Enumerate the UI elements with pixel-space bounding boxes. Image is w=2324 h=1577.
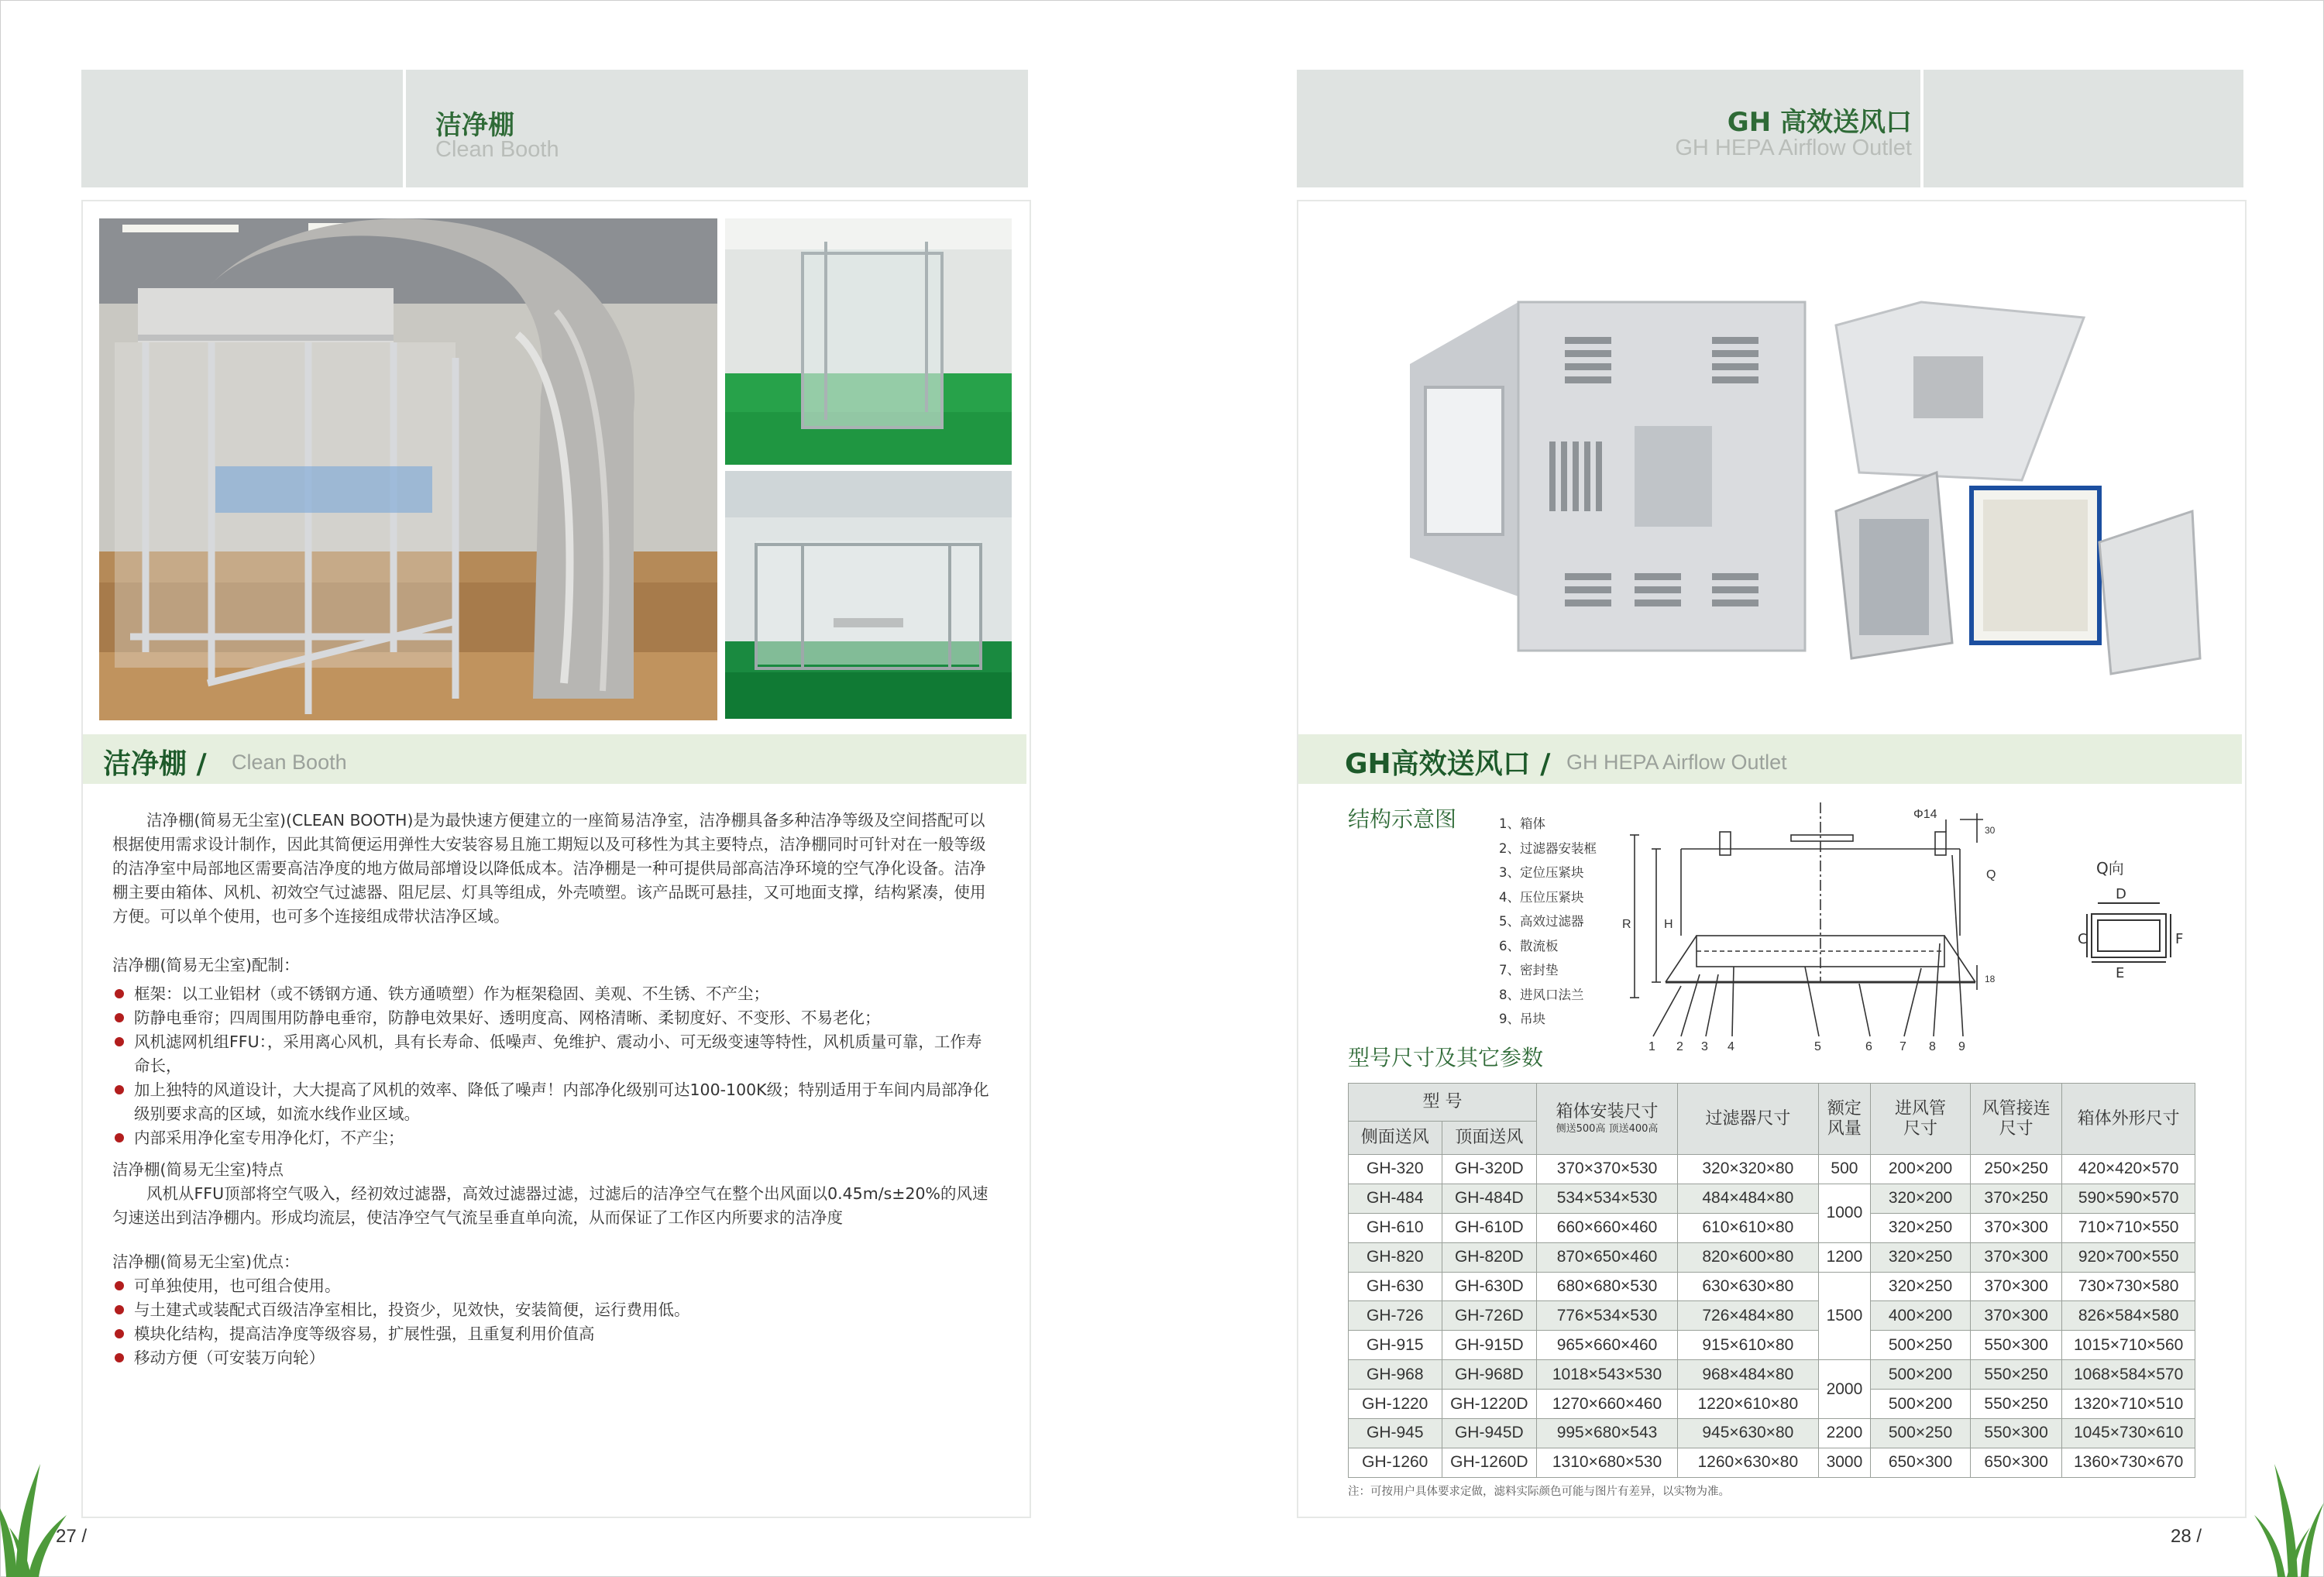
table-cell: 710×710×550: [2062, 1213, 2195, 1242]
table-cell: 250×250: [1970, 1155, 2061, 1184]
diagram-title: 结构示意图: [1348, 806, 1457, 832]
table-cell: 500×250: [1871, 1419, 1971, 1448]
diagram-label: Q: [1986, 868, 1996, 881]
list-item: 内部采用净化室专用净化灯，不产尘；: [112, 1126, 995, 1150]
legend-item: 4、压位压紧块: [1499, 889, 1584, 905]
table-cell: GH-320: [1349, 1155, 1442, 1184]
table-header: 顶面送风: [1442, 1122, 1537, 1155]
parts-legend: [1499, 812, 1597, 1032]
feature-paragraph: 风机从FFU顶部将空气吸入，经初效过滤器，高效过滤器过滤，过滤后的洁净空气在整个出风面以0.45m/s±20%的风速匀速送出到洁净棚内。形成均流层，使洁净空气气流呈垂直单向流，从而保证了工作区内所要求的洁净度: [112, 1184, 988, 1227]
table-header: 侧面送风: [1349, 1122, 1442, 1155]
left-section-bar: [83, 734, 1026, 784]
advantages-list: [112, 1274, 995, 1370]
feature-title: 洁净棚(简易无尘室)特点: [112, 1160, 284, 1179]
table-cell: 826×584×580: [2062, 1301, 2195, 1331]
table-header: 箱体安装尺寸 侧送500高 顶送400高: [1537, 1084, 1678, 1155]
table-cell: GH-820D: [1442, 1242, 1537, 1272]
diagram-callout: 8: [1929, 1040, 1936, 1053]
intro-paragraph: 洁净棚(简易无尘室)(CLEAN BOOTH)是为最快速方便建立的一座简易洁净室，洁净棚具备多种洁净等级及空间搭配可以根据使用需求设计制作，因此其简便运用弹性大安装容易且施工期短以及可移性为其主要特点，洁净棚同时可针对在一般等级的洁净室中局部地区需要高洁净度的地方做局部增设以降低成本。洁净棚是一种可提供局部高洁净环境的空气净化设备。洁净棚主要由箱体、风机、初效空气过滤器、阻尼层、灯具等组成，外壳喷塑。该产品既可悬挂，又可地面支撑，结构紧凑，使用方便。可以单个使用，也可多个连接组成带状洁净区域。: [112, 811, 986, 926]
table-cell: GH-726D: [1442, 1301, 1537, 1331]
table-cell: GH-945: [1349, 1419, 1442, 1448]
table-cell: 726×484×80: [1677, 1301, 1818, 1331]
table-cell: 320×200: [1871, 1184, 1971, 1213]
legend-item: 8、进风口法兰: [1499, 987, 1584, 1002]
table-cell: GH-1260: [1349, 1448, 1442, 1477]
table-cell: GH-484D: [1442, 1184, 1537, 1213]
legend-item: 3、定位压紧块: [1499, 865, 1584, 880]
table-cell: 776×534×530: [1537, 1301, 1678, 1331]
list-item: 移动方便（可安装万向轮）: [112, 1346, 995, 1370]
table-cell: 680×680×530: [1537, 1272, 1678, 1301]
structure-diagram: [1619, 788, 2037, 1060]
table-cell: 500×200: [1871, 1360, 1971, 1390]
bullet-icon: [115, 1353, 124, 1362]
table-cell: 550×300: [1970, 1331, 2061, 1360]
bullet-icon: [115, 1281, 124, 1290]
table-cell: GH-968D: [1442, 1360, 1537, 1390]
bullet-icon: [115, 1013, 124, 1022]
table-cell: 1360×730×670: [2062, 1448, 2195, 1477]
table-cell: 630×630×80: [1677, 1272, 1818, 1301]
table-cell: 820×600×80: [1677, 1242, 1818, 1272]
table-row: [1349, 1448, 2195, 1477]
legend-item: 6、散流板: [1499, 938, 1559, 953]
right-header-title: GH 高效送风口: [1727, 107, 1912, 138]
table-cell: GH-726: [1349, 1301, 1442, 1331]
table-cell: GH-915D: [1442, 1331, 1537, 1360]
diagram-label: 18: [1985, 974, 1996, 984]
table-cell: 400×200: [1871, 1301, 1971, 1331]
clean-booth-main-photo: [99, 218, 717, 720]
clean-booth-room-photo: [725, 471, 1012, 719]
grass-decoration-right: [2254, 1456, 2324, 1577]
table-header: 进风管尺寸: [1871, 1084, 1971, 1155]
left-header-title: 洁净棚: [435, 110, 514, 141]
table-cell: 650×300: [1970, 1448, 2061, 1477]
table-cell: GH-968: [1349, 1360, 1442, 1390]
list-item: 与土建式或装配式百级洁净室相比，投资少，见效快，安装简便，运行费用低。: [112, 1298, 995, 1322]
diagram-label: D: [2116, 886, 2126, 902]
table-cell: 320×250: [1871, 1213, 1971, 1242]
table-row: [1349, 1360, 2195, 1390]
table-header: 型 号: [1349, 1084, 1537, 1122]
table-cell: 920×700×550: [2062, 1242, 2195, 1272]
legend-item: 5、高效过滤器: [1499, 914, 1584, 929]
table-row: [1349, 1155, 2195, 1184]
right-section-bar: [1298, 734, 2242, 784]
table-cell: 945×630×80: [1677, 1419, 1818, 1448]
right-section-title-en: GH HEPA Airflow Outlet: [1566, 751, 1787, 774]
table-cell: 500×200: [1871, 1390, 1971, 1419]
table-row: [1349, 1184, 2195, 1213]
diagram-callout: 2: [1676, 1040, 1683, 1053]
legend-item: 9、吊块: [1499, 1012, 1545, 1026]
table-cell: 1045×730×610: [2062, 1419, 2195, 1448]
spec-table: [1348, 1083, 2195, 1478]
table-cell: 590×590×570: [2062, 1184, 2195, 1213]
left-page-number: 27 /: [56, 1526, 88, 1547]
table-cell: 370×300: [1970, 1272, 2061, 1301]
diagram-label: C: [2078, 931, 2088, 947]
config-list: [112, 982, 995, 1150]
table-header: 风管接连尺寸: [1970, 1084, 2061, 1155]
right-header-subtitle: GH HEPA Airflow Outlet: [1675, 136, 1912, 160]
legend-item: 1、箱体: [1499, 816, 1545, 831]
table-cell: 1310×680×530: [1537, 1448, 1678, 1477]
table-cell: 370×250: [1970, 1184, 2061, 1213]
table-row: [1349, 1213, 2195, 1242]
params-title: 型号尺寸及其它参数: [1348, 1045, 1544, 1070]
table-cell: 650×300: [1871, 1448, 1971, 1477]
table-cell: 484×484×80: [1677, 1184, 1818, 1213]
diagram-callout: 4: [1728, 1040, 1734, 1053]
rated-flow-cell: 3000: [1818, 1448, 1870, 1477]
table-cell: 1320×710×510: [2062, 1390, 2195, 1419]
table-cell: GH-1260D: [1442, 1448, 1537, 1477]
diagram-label: 30: [1985, 825, 1996, 836]
table-cell: GH-1220: [1349, 1390, 1442, 1419]
diagram-label: R: [1622, 918, 1631, 931]
config-title: 洁净棚(简易无尘室)配制：: [112, 956, 300, 974]
table-cell: 610×610×80: [1677, 1213, 1818, 1242]
rated-flow-cell: 2000: [1818, 1360, 1870, 1419]
table-cell: 370×300: [1970, 1213, 2061, 1242]
table-header: 额定风量: [1818, 1084, 1870, 1155]
table-cell: 1220×610×80: [1677, 1390, 1818, 1419]
table-cell: 550×300: [1970, 1419, 2061, 1448]
table-cell: GH-945D: [1442, 1419, 1537, 1448]
table-cell: GH-610: [1349, 1213, 1442, 1242]
table-cell: 320×250: [1871, 1242, 1971, 1272]
diagram-label: Φ14: [1913, 808, 1937, 821]
table-cell: GH-1220D: [1442, 1390, 1537, 1419]
list-item: 模块化结构，提高洁净度等级容易，扩展性强，且重复利用价值高: [112, 1322, 995, 1346]
table-cell: 550×250: [1970, 1390, 2061, 1419]
right-page-number: 28 /: [2171, 1526, 2202, 1547]
table-cell: 320×320×80: [1677, 1155, 1818, 1184]
table-header: 箱体外形尺寸: [2062, 1084, 2195, 1155]
table-cell: 965×660×460: [1537, 1331, 1678, 1360]
table-row: [1349, 1242, 2195, 1272]
table-cell: 915×610×80: [1677, 1331, 1818, 1360]
legend-item: 7、密封垫: [1499, 963, 1559, 977]
list-item: 框架：以工业铝材（或不锈钢方通、铁方通喷塑）作为框架稳固、美观、不生锈、不产尘；: [112, 982, 995, 1006]
table-cell: 1270×660×460: [1537, 1390, 1678, 1419]
table-header: 过滤器尺寸: [1677, 1084, 1818, 1155]
table-cell: 660×660×460: [1537, 1213, 1678, 1242]
left-body-text: [112, 809, 995, 1370]
table-cell: 1260×630×80: [1677, 1448, 1818, 1477]
bullet-icon: [115, 1037, 124, 1046]
table-cell: 1015×710×560: [2062, 1331, 2195, 1360]
table-cell: 1068×584×570: [2062, 1360, 2195, 1390]
right-section-title-cn: GH高效送风口 /: [1345, 748, 1551, 780]
table-cell: 730×730×580: [2062, 1272, 2195, 1301]
bullet-icon: [115, 989, 124, 998]
bullet-icon: [115, 1305, 124, 1314]
table-cell: 200×200: [1871, 1155, 1971, 1184]
list-item: 防静电垂帘；四周围用防静电垂帘，防静电效果好、透明度高、网格清晰、柔韧度好、不变形、不易老化；: [112, 1006, 995, 1030]
table-cell: GH-610D: [1442, 1213, 1537, 1242]
table-cell: GH-820: [1349, 1242, 1442, 1272]
bullet-icon: [115, 1085, 124, 1094]
diagram-label: Q向: [2096, 859, 2124, 878]
diagram-callout: 5: [1814, 1040, 1821, 1053]
diagram-label: H: [1664, 918, 1673, 931]
table-note: 注：可按用户具体要求定做，滤料实际颜色可能与图片有差异，以实物为准。: [1348, 1486, 1730, 1498]
table-cell: GH-915: [1349, 1331, 1442, 1360]
list-item: 风机滤网机组FFU：，采用离心风机，具有长寿命、低噪声、免维护、震动小、可无级变速等特性，风机质量可靠，工作寿命长，: [112, 1030, 995, 1078]
rated-flow-cell: 1500: [1818, 1272, 1870, 1360]
table-cell: 995×680×543: [1537, 1419, 1678, 1448]
diagram-callout: 6: [1865, 1040, 1872, 1053]
table-cell: 370×370×530: [1537, 1155, 1678, 1184]
advantages-title: 洁净棚(简易无尘室)优点：: [112, 1252, 300, 1271]
diagram-callout: 9: [1958, 1040, 1965, 1053]
table-row: [1349, 1419, 2195, 1448]
table-cell: GH-630: [1349, 1272, 1442, 1301]
table-cell: 370×300: [1970, 1242, 2061, 1272]
diagram-label: F: [2175, 931, 2184, 947]
q-view-diagram: [2051, 855, 2199, 987]
left-section-title-cn: 洁净棚 /: [103, 748, 207, 780]
table-cell: GH-320D: [1442, 1155, 1537, 1184]
list-item: 加上独特的风道设计，大大提高了风机的效率、降低了噪声！内部净化级别可达100-100K级；特别适用于车间内局部净化级别要求高的区域，如流水线作业区域。: [112, 1078, 995, 1126]
hepa-outlet-product-photo: [1379, 256, 2220, 699]
clean-booth-green-room-photo: [725, 218, 1012, 465]
table-cell: 870×650×460: [1537, 1242, 1678, 1272]
table-row: [1349, 1301, 2195, 1331]
diagram-label: E: [2116, 965, 2125, 981]
left-header-subtitle: Clean Booth: [435, 137, 559, 162]
bullet-icon: [115, 1329, 124, 1338]
legend-item: 2、过滤器安装框: [1499, 840, 1597, 856]
right-header: [1297, 70, 2243, 187]
diagram-callout: 1: [1648, 1040, 1655, 1053]
table-cell: GH-630D: [1442, 1272, 1537, 1301]
rated-flow-cell: 2200: [1818, 1419, 1870, 1448]
rated-flow-cell: 1200: [1818, 1242, 1870, 1272]
table-cell: 420×420×570: [2062, 1155, 2195, 1184]
diagram-callout: 7: [1899, 1040, 1906, 1053]
table-cell: 534×534×530: [1537, 1184, 1678, 1213]
table-row: [1349, 1331, 2195, 1360]
table-cell: 500×250: [1871, 1331, 1971, 1360]
bullet-icon: [115, 1133, 124, 1142]
rated-flow-cell: 500: [1818, 1155, 1870, 1184]
table-cell: 550×250: [1970, 1360, 2061, 1390]
table-cell: GH-484: [1349, 1184, 1442, 1213]
diagram-callout: 3: [1701, 1040, 1708, 1053]
table-cell: 320×250: [1871, 1272, 1971, 1301]
table-cell: 968×484×80: [1677, 1360, 1818, 1390]
rated-flow-cell: 1000: [1818, 1184, 1870, 1242]
table-row: [1349, 1272, 2195, 1301]
left-header: [81, 70, 1028, 187]
table-row: [1349, 1390, 2195, 1419]
left-section-title-en: Clean Booth: [232, 751, 347, 774]
table-cell: 370×300: [1970, 1301, 2061, 1331]
list-item: 可单独使用，也可组合使用。: [112, 1274, 995, 1298]
table-cell: 1018×543×530: [1537, 1360, 1678, 1390]
grass-decoration-left: [0, 1456, 70, 1577]
